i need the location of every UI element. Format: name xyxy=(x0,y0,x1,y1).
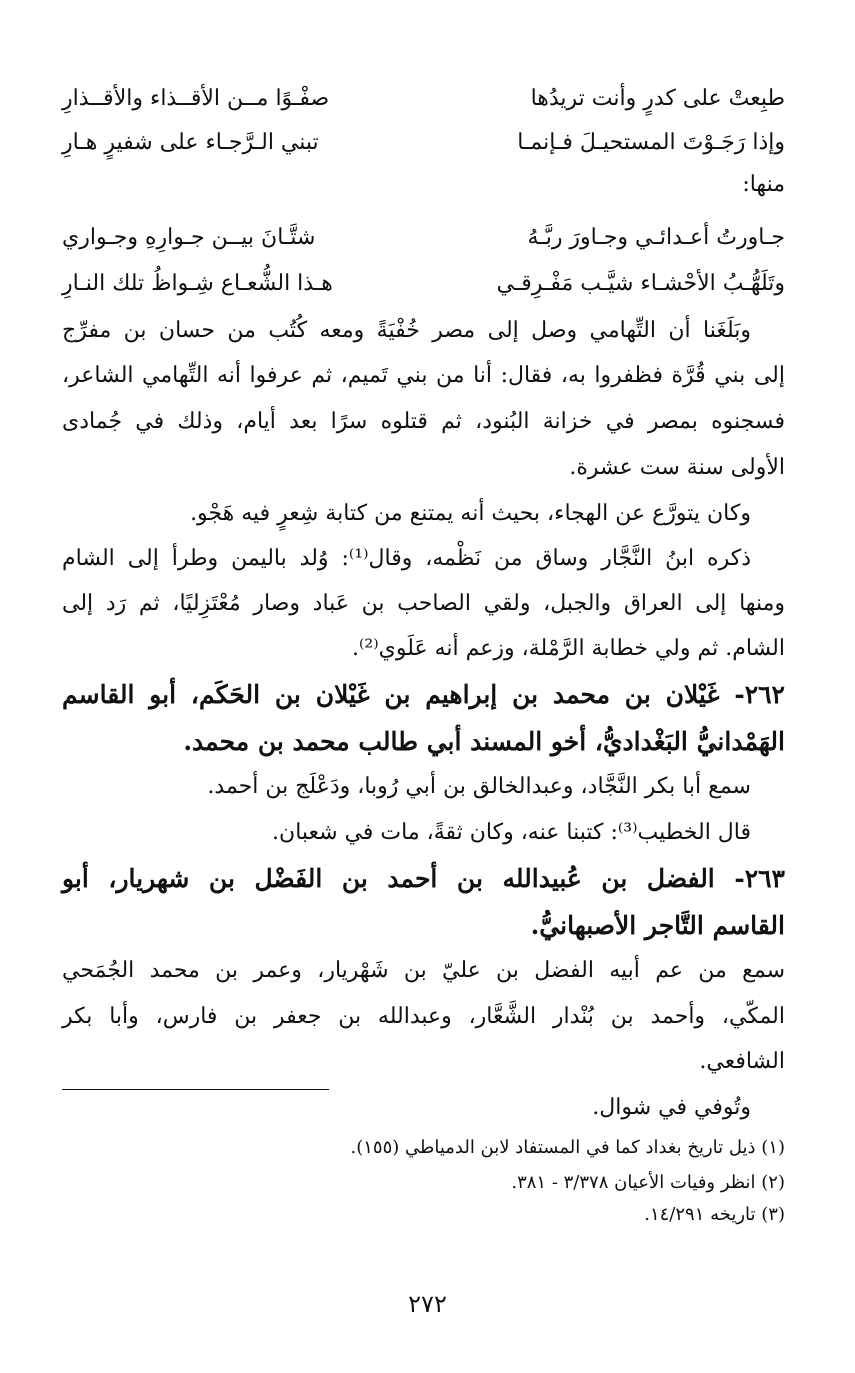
minha-label: منها: xyxy=(742,172,785,197)
paragraph-line: ومنها إلى العراق والجبل، ولقي الصاحب بن عَباد وصار مُعْتَزِليًا، ثم رَد إلى xyxy=(62,591,785,616)
paragraph-line: قال الخطيب⁽³⁾: كتبنا عنه، وكان ثقةً، مات في شعبان. xyxy=(272,820,751,845)
paragraph-line: الشام. ثم ولي خطابة الرَّمْلة، وزعم أنه عَلَوي⁽²⁾. xyxy=(351,636,785,661)
entry-heading: ٢٦٢- غَيْلان بن محمد بن إبراهيم بن غَيْلان بن الحَكَم، أبو القاسم xyxy=(62,680,785,709)
entry-heading: ٢٦٣- الفضل بن عُبيدالله بن أحمد بن الفَضْل بن شهريار، أبو xyxy=(62,864,785,893)
verse-first-hemistich: طبِعتْ على كدرٍ وأنت تريدُها xyxy=(530,86,785,111)
verse-first-hemistich: وتَلَهُّـبُ الأحْشـاء شيَّـب مَفْـرِقـي xyxy=(496,271,785,296)
paragraph-line: وتُوفي في شوال. xyxy=(592,1095,751,1120)
verse-first-hemistich: وإذا رَجَـوْتَ المستحيـلَ فـإنمـا xyxy=(517,130,785,155)
paragraph-line: وبَلَغَنا أن التِّهامي وصل إلى مصر خُفْيَةً ومعه كُتُب من حسان بن مفرِّج xyxy=(62,318,751,343)
entry-heading: الهَمْدانيُّ البَغْداديُّ، أخو المسند أبي طالب محمد بن محمد. xyxy=(183,727,785,756)
verse-line xyxy=(62,273,785,295)
paragraph-line: سمع أبا بكر النَّجَّاد، وعبدالخالق بن أبي رُوبا، ودَعْلَج بن أحمد. xyxy=(207,774,751,799)
verse-first-hemistich: جـاورتُ أعـدائـي وجـاورَ ربَّـهُ xyxy=(527,225,785,250)
verse-second-hemistich: شتَّـانَ بيــن جـوارِهِ وجـواري xyxy=(62,225,316,250)
footnote: (٣) تاريخه ١٤/٢٩١. xyxy=(644,1204,785,1225)
paragraph-line: المكّي، وأحمد بن بُنْدار الشَّعَّار، وعبدالله بن جعفر بن فارس، وأبا بكر xyxy=(62,1004,785,1029)
verse-second-hemistich: هـذا الشُّعـاع شِـواظُ تلك النـارِ xyxy=(62,271,333,296)
entry-heading: القاسم التَّاجر الأصبهانيُّ. xyxy=(530,911,785,940)
footnote: (٢) انظر وفيات الأعيان ٣/٣٧٨ - ٣٨١. xyxy=(511,1172,785,1193)
verse-second-hemistich: تبني الـرَّجـاء على شفيرٍ هـارِ xyxy=(62,130,319,155)
verse-line xyxy=(62,132,785,154)
verse-line xyxy=(62,88,785,110)
paragraph-line: الشافعي. xyxy=(699,1049,785,1074)
paragraph-line: الأولى سنة ست عشرة. xyxy=(569,455,785,480)
paragraph-line: وكان يتورَّع عن الهجاء، بحيث أنه يمتنع من كتابة شِعرٍ فيه هَجْو. xyxy=(190,501,751,526)
paragraph-line: سمع من عم أبيه الفضل بن عليّ بن شَهْريار، وعمر بن محمد الجُمَحي xyxy=(62,958,785,983)
verse-second-hemistich: صفْـوًا مــن الأقــذاء والأقــذارِ xyxy=(62,86,330,111)
paragraph-line: فسجنوه بمصر في خزانة البُنود، ثم قتلوه سرًا بعد أيام، وذلك في جُمادى xyxy=(62,409,785,434)
paragraph-line: إلى بني قُرَّة فظفروا به، فقال: أنا من بني تَميم، ثم عرفوا أنه التِّهامي الشاعر، xyxy=(62,363,785,388)
page-number: ٢٧٢ xyxy=(408,1290,447,1318)
verse-line xyxy=(62,227,785,249)
paragraph-line: ذكره ابنُ النَّجَّار وساق من نَظْمه، وقال⁽¹⁾: وُلد باليمن وطرأ إلى الشام xyxy=(62,546,751,571)
footnote-divider xyxy=(62,1089,329,1090)
footnote: (١) ذيل تاريخ بغداد كما في المستفاد لابن الدمياطي (١٥٥). xyxy=(350,1137,785,1158)
